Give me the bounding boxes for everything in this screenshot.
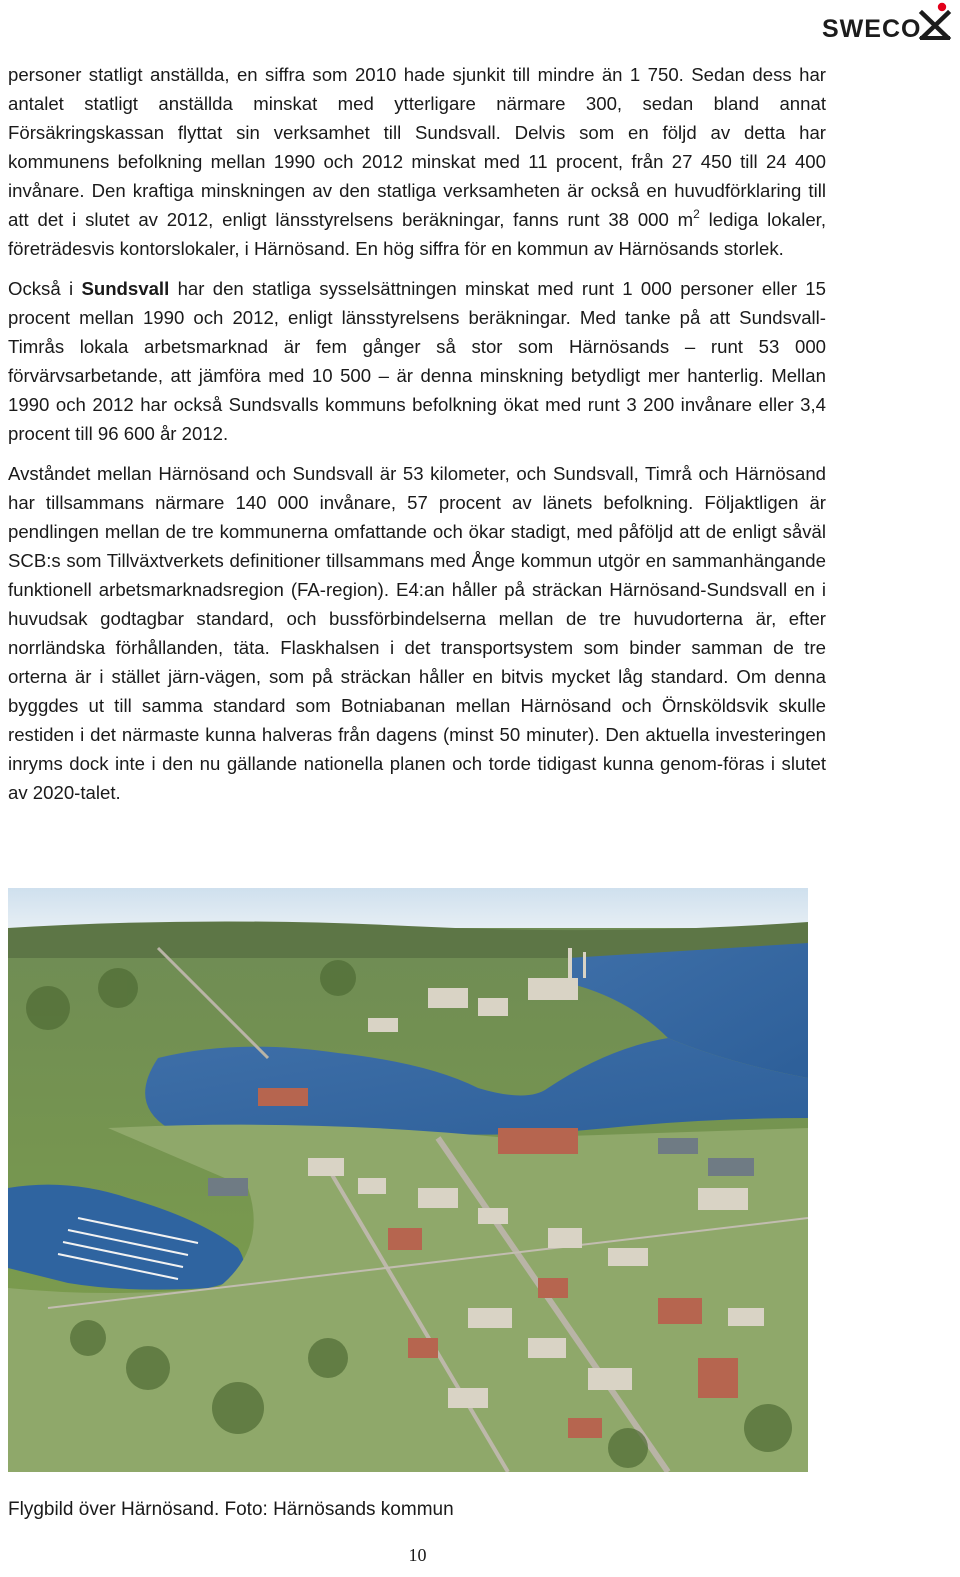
logo-wordmark: SWECO bbox=[822, 15, 922, 43]
aerial-photo-illustration bbox=[8, 888, 808, 1472]
paragraph bbox=[8, 459, 826, 807]
superscript: 2 bbox=[693, 206, 700, 221]
bold-term: Sundsvall bbox=[81, 278, 170, 299]
text-run: Också i bbox=[8, 278, 82, 299]
body-text bbox=[8, 60, 826, 807]
sweco-logo bbox=[820, 0, 952, 44]
aerial-photo bbox=[8, 888, 808, 1472]
text-run: Avståndet mellan Härnösand och Sundsvall är 53 kilometer, och Sundsvall, Timrå och Härnösand har tillsammans närmare 140 000 invånare, 57 procent av länets befolkning. Följaktligen är pendlingen mellan de tre kommunerna omfattande och ökar stadigt, med påföljd att de enligt såväl SCB:s som Tillväxtverkets definitioner tillsammans med Ånge kommun utgör en sammanhängande funktionell arbetsmarknadsregion (FA-region). E4:an håller på sträckan Härnösand-Sundsvall en i huvudsak godtagbar standard, och bussförbindelserna mellan de tre huvudorterna är, efter norrländska förhållanden, täta. Flaskhalsen i det transportsystem som binder samman de tre orterna är i stället järn-vägen, som på sträckan håller en bitvis mycket låg standard. Om denna byggdes ut till samma standard som Botniabanan mellan Härnösand och Örnsköldsvik skulle restiden i det närmaste kunna halveras från dagens (minst 50 minuter). Den aktuella investeringen inryms dock inte i den nu gällande nationella planen och torde tidigast kunna genom-föras i slutet av 2020-talet. bbox=[8, 463, 826, 803]
text-run: har den statliga sysselsättningen minskat med runt 1 000 personer eller 15 procent mellan 1990 och 2012, enligt länsstyrelsens beräkningar. Med tanke på att Sundsvall-Timrås lokala arbetsmarknad är fem gånger så stor som Härnösands – runt 53 000 förvärvsarbetande, att jämföra med 10 500 – är denna minskning betydligt mer hanterlig. Mellan 1990 och 2012 har också Sundsvalls kommuns befolkning ökat med runt 3 200 invånare eller 3,4 procent till 96 600 år 2012. bbox=[8, 278, 826, 444]
text-run: personer statligt anställda, en siffra som 2010 hade sjunkit till mindre än 1 750. Sedan dess har antalet statligt anställda minskat med ytterligare närmare 300, sedan bland annat Försäkringskassan flyttat sin verksamhet till Sundsvall. Delvis som en följd av detta har kommunens befolkning mellan 1990 och 2012 minskat med 11 procent, från 27 450 till 24 400 invånare. Den kraftiga minskningen av den statliga verksamheten är också en huvudförklaring till att det i slutet av 2012, enligt länsstyrelsens beräkningar, fanns runt 38 000 m bbox=[8, 64, 826, 230]
sweco-figure-icon bbox=[918, 2, 952, 40]
paragraph bbox=[8, 60, 826, 263]
text-run: lediga lokaler, företrädesvis kontorslokaler, i Härnösand. En hög siffra för en kommun av Härnösands storlek. bbox=[8, 209, 827, 259]
page-number: 10 bbox=[408, 1545, 427, 1565]
paragraph bbox=[8, 274, 826, 448]
figure-caption: Flygbild över Härnösand. Foto: Härnösands kommun bbox=[8, 1499, 454, 1520]
